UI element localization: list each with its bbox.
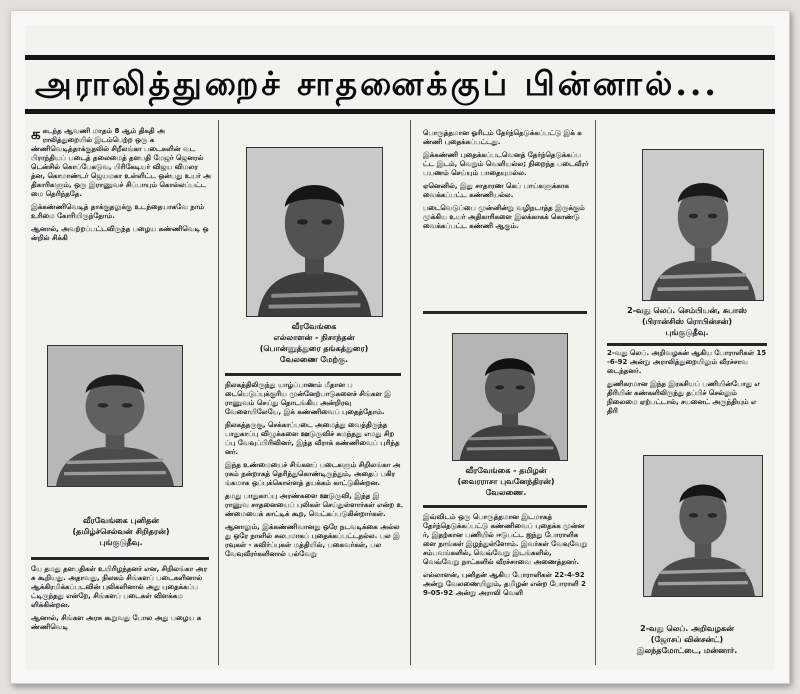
- caption-place: புங்குடுதீவு.: [99, 538, 143, 547]
- caption-name: 2-வது லெப். அறிவழகன்: [640, 624, 734, 633]
- caption-name: 2-வது லெப். செம்பியன், சுபாஸ்: [627, 306, 747, 315]
- portrait-photo-thamilan: [452, 333, 568, 461]
- article-paragraph: இக்கண்ணி புதைக்கப்படவெனத் தேர்ந்தெடுக்கப்பட்ட இடம், வெறும் வெளியல்ல; நிறைந்த படைவீரர் பயணம் செய்யும் பாதையுமல்ல.: [423, 151, 589, 177]
- clipping-frame: [10, 10, 790, 684]
- article-paragraph: நிலகத்திலிருந்து யாழ்ப்பாணம் மீதான படையெடுப்புக்குரிய முன்னேற்பாடுகளைச் சிங்கள இராணுவம் செய்து தொடங்கிய அன்றிரவு வேளையிலேயே, இக் கண்ணிவைப் புதைத்தோம்.: [225, 381, 392, 416]
- section-rule: [225, 373, 401, 376]
- photo-caption-arivalagan: [607, 623, 767, 659]
- article-paragraph: ஆனால், சிங்கள அரசு கூறுவது போல அது பழைய கண்ணிவெடி: [31, 614, 202, 631]
- caption-rank: வீரவேங்கை: [291, 322, 337, 331]
- portrait-image: [247, 148, 382, 316]
- section-rule: [31, 557, 209, 560]
- caption-real-name: (பொன்னுத்துரை தங்கத்துரை): [259, 344, 369, 353]
- photo-caption-sempiyan: [607, 305, 767, 341]
- portrait-photo-ellalan: [246, 147, 383, 317]
- photo-caption-punithan: [31, 515, 211, 549]
- article-paragraph: துணிகரமான இந்த இரகசியப் பணியின்போது எதிரியின் கண்களிலிருந்து தப்பிச் செல்லும் நிலைமை ஏற்பட்டால், சயனைட் அருந்தியும் எதிரி: [607, 380, 760, 415]
- section-rule: [423, 311, 587, 314]
- article-paragraph: கடந்த ஆவணி மாதம் 8 ஆம் திகதி அராலித்துறையில் இடம்பெற்ற ஒரு கண்ணிவெடித்தாக்குதலில் சிறீலங்கா படைகளின் வடபிராந்தியப் படைத் தலைமைத் தளபதி மேஜர் ஜெனரல் டென்சில் கொப்பேகடுவ, பிரிகேடியர் விஜய விமலரத்ன, கொமாண்டர் ஜெயமகா உள்ளிட்ட ஒன்பது உயர் அதிகாரிகளும், ஒரு இராணுவச் சிப்பாயும் கொல்லப்பட்டமை தெரிந்ததே.: [31, 127, 211, 198]
- headline-rule-top: [25, 55, 775, 60]
- caption-real-name: (பிரான்சிஸ் ரொபின்சன்): [641, 317, 733, 326]
- portrait-photo-sempiyan: [642, 149, 764, 301]
- article-paragraph: 2-வது லெப். அறிவழகன் ஆகிய போராளிகள் 15-6-92 அன்று அராலித்துறையிலும் வீரச்சாவடைந்தனர்.: [607, 349, 767, 375]
- newspaper-page: [25, 25, 775, 669]
- portrait-image: [48, 346, 182, 486]
- section-rule: [423, 505, 587, 508]
- article-column-4: [607, 349, 767, 437]
- article-paragraph: ஏனெனில், இது சாதாரண கெப் பாய்களுக்காக வைக்கப்பட்ட கண்ணியல்ல.: [423, 182, 570, 199]
- article-column-3-bottom: [423, 513, 589, 665]
- article-column-1-bottom: [31, 565, 211, 665]
- caption-place: வேலணை.: [485, 488, 527, 497]
- portrait-image: [644, 456, 762, 596]
- portrait-photo-punithan: [47, 345, 183, 487]
- article-paragraph: இக்கண்ணிவெடித் தாக்குதலுக்கு உடந்தையாகவே நாம் உரிமை கோரியிருந்தோம்.: [31, 203, 205, 220]
- caption-place: புங்குடுதீவு.: [665, 328, 709, 337]
- caption-real-name: (தமிழ்ச்செல்வன் சிறிதரன்): [72, 527, 170, 536]
- portrait-image: [453, 334, 567, 460]
- headline: அராலித்துறைச் சாதனைக்குப் பின்னால்...: [35, 64, 719, 103]
- caption-name: வீரவேங்கை - தமிழன்: [465, 466, 547, 475]
- caption-real-name: (ஜோசப் வின்சன்ட்): [650, 635, 724, 644]
- column-rule: [218, 120, 219, 665]
- column-rule: [595, 120, 596, 665]
- intro-article: [31, 127, 211, 335]
- article-paragraph: தமது பாதுகாப்பு அரண்களை ஊடுருவி, இந்த இராணுவ சாதனையைப் புலிகள் செய்துள்ளார்கள் என்ற உண்மையைக் காட்டிக் கூற, வெட்கப்படுகின்றார்கள்.: [225, 492, 403, 518]
- article-paragraph: நிலகத்தருகு, செக்காப்படை அமைத்து வைத்திருந்த பாதுகாப்பு விழுக்களை ஊடுருவிச் சுமந்தது எமது சிறப்பு வேவுப்பிரிவினர், இந்த வீராக் கண்ணிவைப் புரிந்தனர்.: [225, 421, 400, 456]
- column-rule: [410, 120, 411, 665]
- article-paragraph: படைவெடுப்பை முன்னின்று வழிநடாத்த இருக்கும் முக்கிய உயர் அதிகாரிகளை இலக்காகக் கொண்டு வைக்கப்பட்ட கண்ணி ஆகும்.: [423, 204, 585, 230]
- dropcap: க: [31, 127, 41, 143]
- headline-rule-bottom: [25, 109, 775, 114]
- article-paragraph: எல்லாளன், புனிதன் ஆகிய போராளிகள் 22-4-92 அன்று வேலணையிலும், தமிழன் என்ற போராளி 29-05-92 அன்று அராலி வெளி: [423, 571, 586, 597]
- photo-caption-ellalan: [225, 321, 403, 369]
- headline-banner: [25, 55, 775, 115]
- article-column-2: [225, 381, 403, 665]
- article-column-3-top: [423, 129, 589, 319]
- article-paragraph: ஆனால், அவற்றப்பட்டவிருந்த பழைய கண்ணிவெடி ஒன்றில் சிக்கி: [31, 225, 209, 242]
- section-rule: [607, 343, 767, 346]
- caption-place: இலந்தமோட்டை, மன்னார்.: [636, 646, 738, 655]
- article-paragraph: யே தமது தளபதிகள் உயிரிழந்தனர் என, சிறிலங்கா அரசு கூறியது. அதாவது, நிலகம் சிங்களப் படைகளினால் ஆக்கிரமிக்கப்படவின் புலிகளினால் அது புதைக்கப்பட்டிருந்தது என்றே, சிங்களப் படைகள் விளக்கமளிக்கின்றன.: [31, 565, 208, 609]
- article-paragraph: இவ்விடம் ஒரு பொருத்தமான இடமாகத் தேர்ந்தெடுக்கப்பட்டு கண்ணிவைப் புதைக்க முன்னர், இதற்கான பணியில் ஈடுபட்ட ஐந்து போராளிகளை நாங்கள் இழந்துள்ளோம். இவர்கள் வேவுவேறு சம்பவங்களில், வெவ்வேறு இடங்களில், வெவ்வேறு நாட்களில் வீரச்சாவை அணைத்தனர்.: [423, 513, 588, 566]
- caption-real-name: (வைரராசா புவனேந்திரன்): [457, 477, 555, 486]
- caption-place: வேலணை மேற்கு.: [279, 355, 349, 364]
- caption-name: எல்லாளன் - நிசாந்தன்: [273, 333, 355, 342]
- portrait-image: [643, 150, 763, 300]
- article-paragraph: பொருத்தமான ஓரிடம் தேர்ந்தெடுக்கப்பட்டு இக் கண்ணி புதைக்கப்பட்டது.: [423, 129, 582, 146]
- portrait-photo-arivalagan: [643, 455, 763, 597]
- article-paragraph: ஆனாலும், இக்கண்ணிவானது ஒரே நடவடிக்கை அல்லது ஒரே நாளில் சுலபமாகப் புதைக்கப்பட்டதல்ல. பல இரவுகள் - கவிர்ப்புகள் மத்தியில், பகைவர்கள், பல வேவுவீரர்களினால் பல்வேறு: [225, 523, 400, 558]
- article-paragraph: இந்த உண்மையைச் சிங்களப் படைகளும் சிறிலங்கா அரசும் நன்றாகத் தெரிந்துகொண்டிருந்தும், அதைப் பகிரங்கமாக ஒப்புக்கொள்ளத் தயக்கம் காட்டுகின்றன.: [225, 461, 401, 487]
- photo-caption-thamilan: [423, 465, 589, 501]
- caption-name: வீரவேங்கை புனிதன்: [82, 516, 160, 525]
